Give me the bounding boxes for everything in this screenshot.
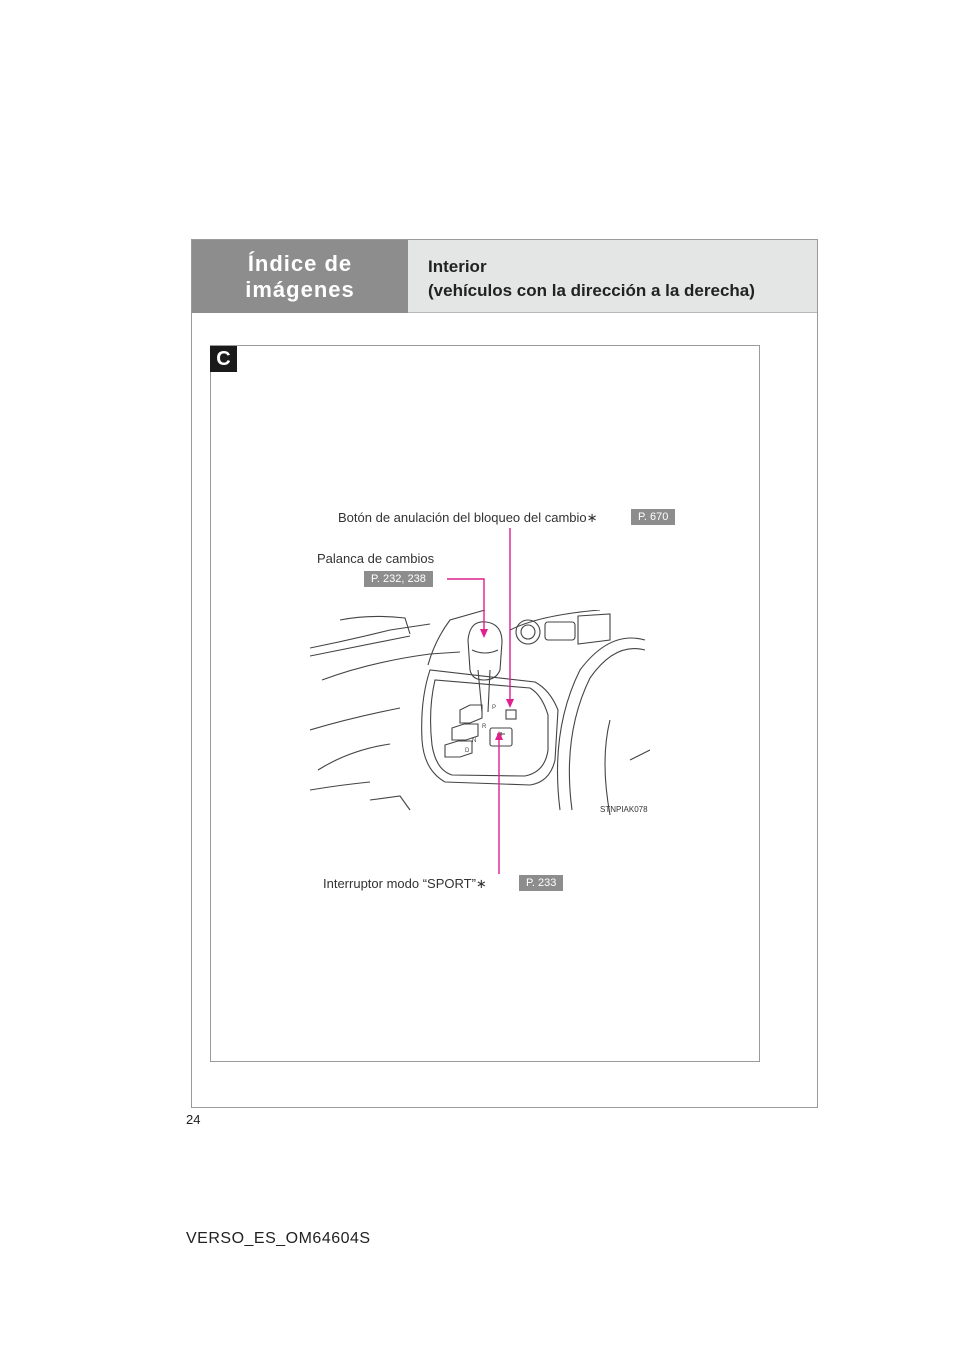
- asterisk-marker: ∗: [475, 876, 487, 891]
- ref-shift-lever[interactable]: P. 232, 238: [364, 571, 433, 587]
- section-header: [192, 240, 408, 313]
- ref-sport-mode-switch[interactable]: P. 233: [519, 875, 563, 891]
- gear-letter-p: P: [492, 705, 497, 711]
- page-title-line2: (vehículos con la dirección a la derecha): [428, 281, 755, 300]
- page-number: 24: [186, 1112, 201, 1127]
- ref-shift-lock-release[interactable]: P. 670: [631, 509, 675, 525]
- section-title-line1: Índice de: [247, 250, 353, 276]
- asterisk-marker: ∗: [586, 510, 598, 525]
- document-code: VERSO_ES_OM64604S: [186, 1230, 371, 1247]
- label-shift-lock-release: Botón de anulación del bloqueo del cambio∗: [338, 510, 598, 525]
- page-title-line1: Interior: [428, 257, 487, 276]
- gear-shift-illustration: [310, 610, 650, 820]
- label-shift-lever: Palanca de cambios: [317, 551, 435, 566]
- figure-code: STNPIAK078: [600, 805, 648, 814]
- page-title: [408, 240, 817, 313]
- label-sport-mode-switch: Interruptor modo “SPORT”∗: [323, 876, 487, 891]
- section-title-line2: imágenes: [245, 276, 355, 302]
- gear-letter-r: R: [482, 724, 487, 730]
- section-badge: C: [210, 346, 237, 372]
- gear-letter-n: N: [472, 738, 477, 744]
- gear-letter-d: D: [465, 748, 470, 754]
